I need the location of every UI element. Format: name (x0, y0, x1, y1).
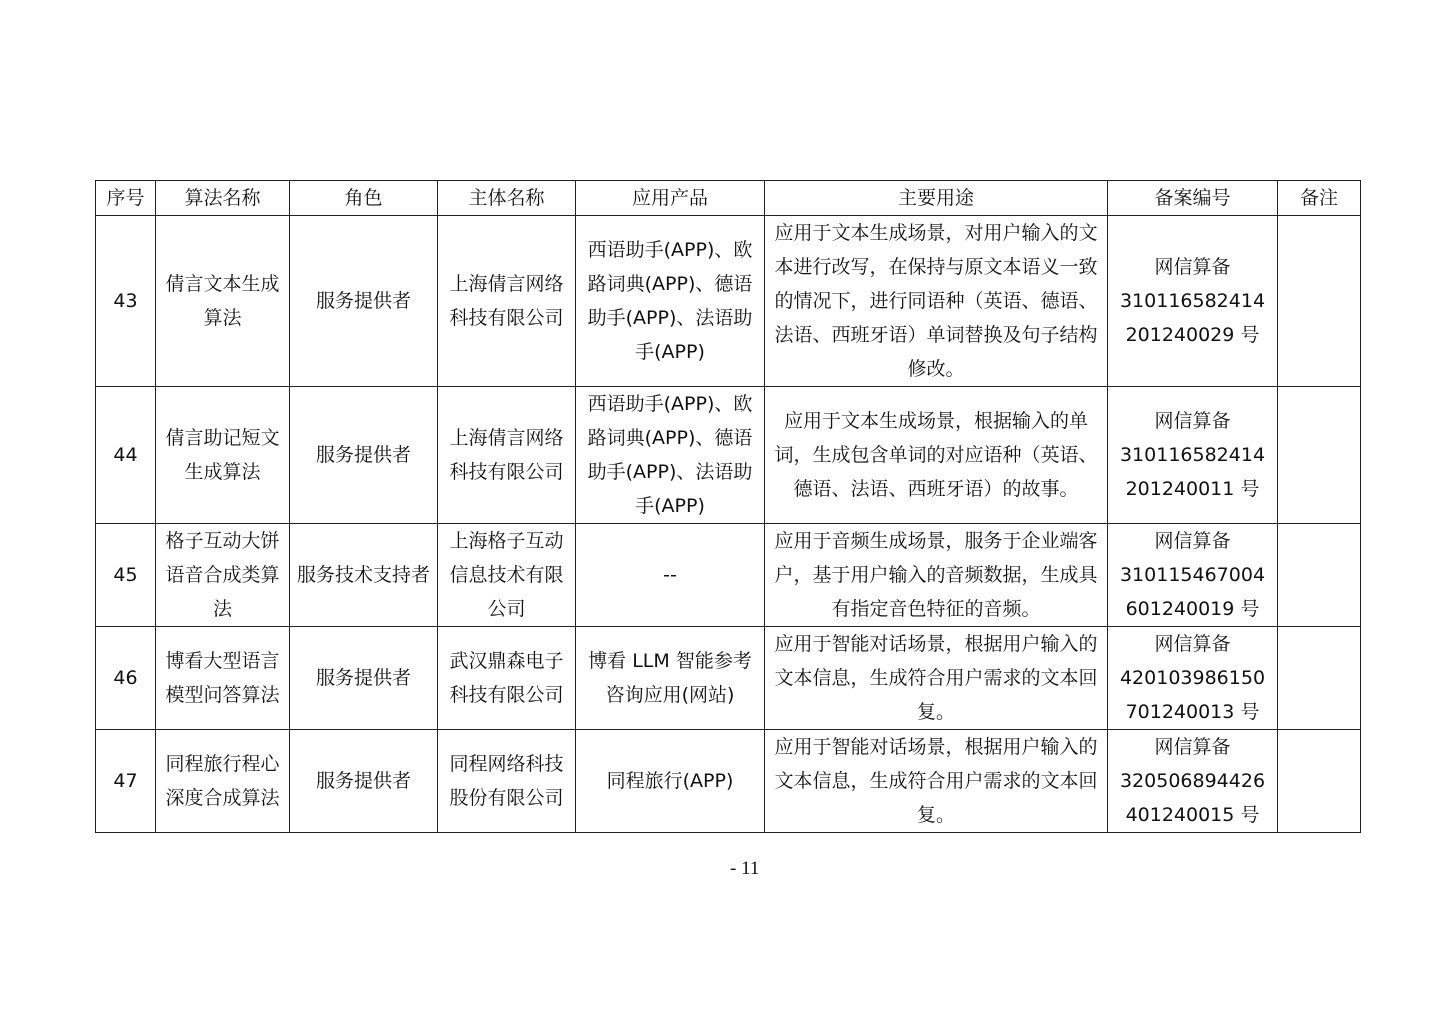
cell-product: 同程旅行(APP) (576, 730, 765, 833)
cell-product: 西语助手(APP)、欧路词典(APP)、德语助手(APP)、法语助手(APP) (576, 387, 765, 524)
cell-filing-number (1108, 730, 1278, 833)
header-no: 序号 (96, 181, 156, 216)
cell-no: 47 (96, 730, 156, 833)
algorithm-registry-table (95, 180, 1361, 833)
cell-role: 服务提供者 (290, 730, 438, 833)
cell-no: 43 (96, 216, 156, 387)
cell-entity: 上海倩言网络科技有限公司 (438, 216, 576, 387)
filing-prefix: 网信算备 (1154, 410, 1231, 432)
filing-suffix: 号 (1240, 598, 1260, 620)
cell-remark (1278, 387, 1361, 524)
cell-usage: 应用于文本生成场景，根据输入的单词，生成包含单词的对应语种（英语、德语、法语、西班牙语）的故事。 (765, 387, 1108, 524)
cell-filing-number (1108, 524, 1278, 627)
filing-suffix: 号 (1240, 478, 1260, 500)
filing-prefix: 网信算备 (1154, 633, 1231, 655)
header-role: 角色 (290, 181, 438, 216)
filing-number: 310116582414201240011 (1119, 444, 1266, 500)
cell-no: 45 (96, 524, 156, 627)
cell-product: -- (576, 524, 765, 627)
cell-role: 服务技术支持者 (290, 524, 438, 627)
cell-algorithm: 倩言文本生成算法 (156, 216, 290, 387)
page-number: - 11 (730, 858, 760, 879)
cell-role: 服务提供者 (290, 627, 438, 730)
cell-entity: 同程网络科技股份有限公司 (438, 730, 576, 833)
cell-entity: 上海倩言网络科技有限公司 (438, 387, 576, 524)
table-row (96, 216, 1361, 387)
cell-no: 46 (96, 627, 156, 730)
filing-number: 420103986150701240013 (1119, 667, 1266, 723)
cell-algorithm: 格子互动大饼语音合成类算法 (156, 524, 290, 627)
table-row (96, 524, 1361, 627)
cell-filing-number (1108, 387, 1278, 524)
cell-filing-number (1108, 627, 1278, 730)
filing-number: 320506894426401240015 (1119, 770, 1266, 826)
filing-suffix: 号 (1240, 804, 1260, 826)
table-row (96, 730, 1361, 833)
cell-algorithm: 博看大型语言模型问答算法 (156, 627, 290, 730)
cell-entity: 上海格子互动信息技术有限公司 (438, 524, 576, 627)
filing-suffix: 号 (1240, 701, 1260, 723)
cell-remark (1278, 216, 1361, 387)
filing-prefix: 网信算备 (1154, 736, 1231, 758)
cell-algorithm: 倩言助记短文生成算法 (156, 387, 290, 524)
cell-usage: 应用于智能对话场景，根据用户输入的文本信息，生成符合用户需求的文本回复。 (765, 730, 1108, 833)
cell-no: 44 (96, 387, 156, 524)
cell-usage: 应用于音频生成场景，服务于企业端客户，基于用户输入的音频数据，生成具有指定音色特征的音频。 (765, 524, 1108, 627)
cell-filing-number (1108, 216, 1278, 387)
filing-number: 310116582414201240029 (1119, 290, 1266, 346)
filing-number: 310115467004601240019 (1119, 564, 1266, 620)
header-usage: 主要用途 (765, 181, 1108, 216)
cell-usage: 应用于文本生成场景，对用户输入的文本进行改写，在保持与原文本语义一致的情况下，进行同语种（英语、德语、法语、西班牙语）单词替换及句子结构修改。 (765, 216, 1108, 387)
cell-remark (1278, 627, 1361, 730)
cell-remark (1278, 524, 1361, 627)
header-entity: 主体名称 (438, 181, 576, 216)
header-filing-number: 备案编号 (1108, 181, 1278, 216)
filing-prefix: 网信算备 (1154, 530, 1231, 552)
filing-prefix: 网信算备 (1154, 256, 1231, 278)
cell-remark (1278, 730, 1361, 833)
cell-entity: 武汉鼎森电子科技有限公司 (438, 627, 576, 730)
filing-suffix: 号 (1240, 324, 1260, 346)
table-row (96, 627, 1361, 730)
cell-product: 西语助手(APP)、欧路词典(APP)、德语助手(APP)、法语助手(APP) (576, 216, 765, 387)
cell-role: 服务提供者 (290, 387, 438, 524)
cell-role: 服务提供者 (290, 216, 438, 387)
header-algorithm: 算法名称 (156, 181, 290, 216)
table-header-row (96, 181, 1361, 216)
cell-product: 博看 LLM 智能参考咨询应用(网站) (576, 627, 765, 730)
cell-algorithm: 同程旅行程心深度合成算法 (156, 730, 290, 833)
cell-usage: 应用于智能对话场景，根据用户输入的文本信息，生成符合用户需求的文本回复。 (765, 627, 1108, 730)
table-row (96, 387, 1361, 524)
header-product: 应用产品 (576, 181, 765, 216)
header-remark: 备注 (1278, 181, 1361, 216)
